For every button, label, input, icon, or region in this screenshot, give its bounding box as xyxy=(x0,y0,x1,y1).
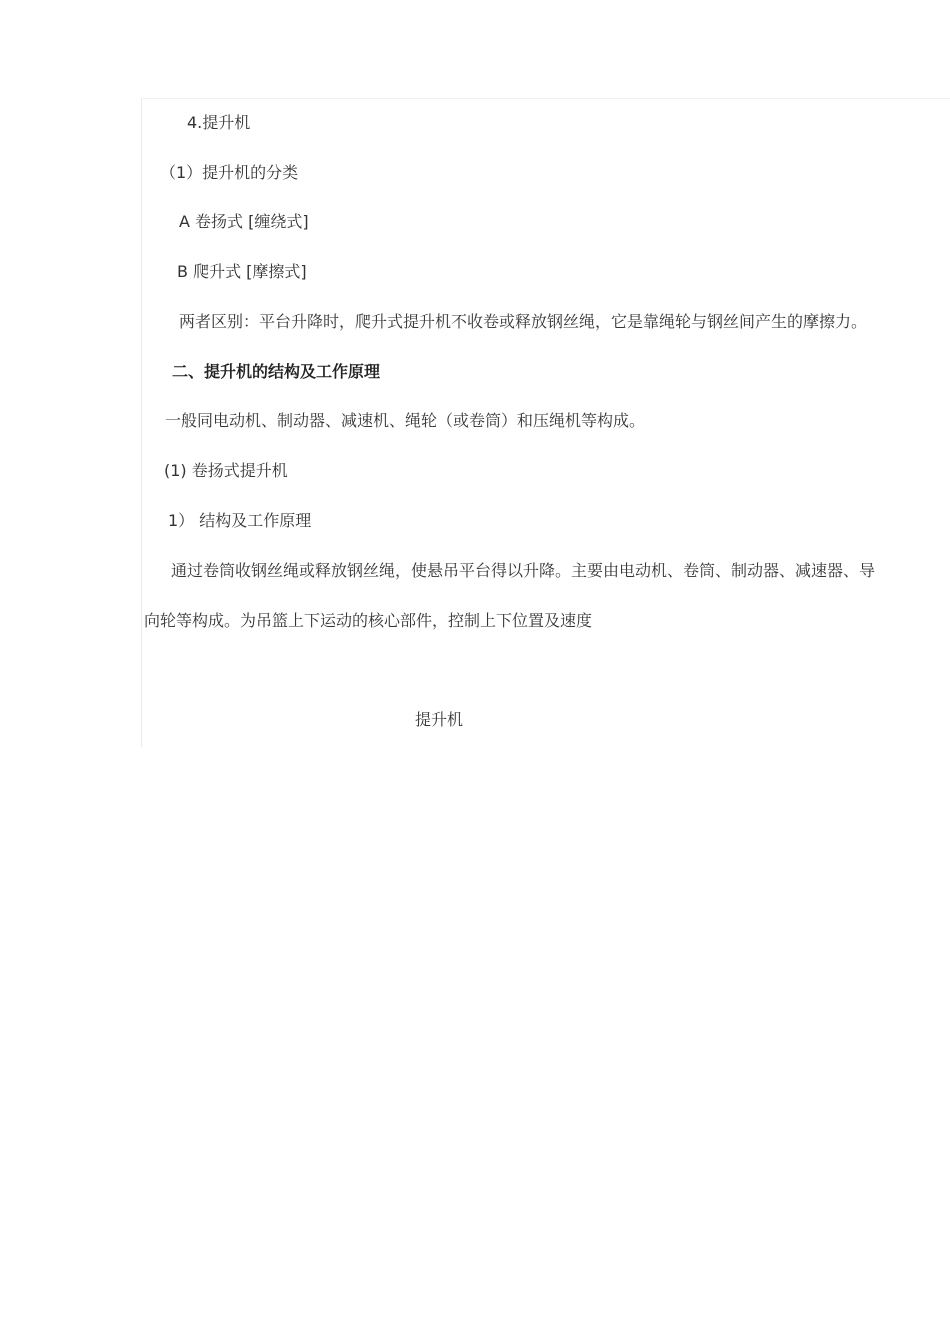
figure-caption: 提升机 xyxy=(415,710,464,729)
section-two-heading: 二、提升机的结构及工作原理 xyxy=(172,362,381,381)
section-number: 4.提升机 xyxy=(187,113,251,132)
winch-type-heading: (1) 卷扬式提升机 xyxy=(164,461,288,480)
composition-paragraph: 一般同电动机、制动器、减速机、绳轮（或卷筒）和压绳机等构成。 xyxy=(165,411,646,430)
description-line-1: 通过卷筒收钢丝绳或释放钢丝绳，使悬吊平台得以升降。主要由电动机、卷筒、制动器、减速器、导 xyxy=(171,561,876,580)
description-line-2: 向轮等构成。为吊篮上下运动的核心部件，控制上下位置及速度 xyxy=(144,611,593,630)
structure-heading: 1） 结构及工作原理 xyxy=(168,511,312,530)
type-a-item: A 卷扬式 [缠绕式] xyxy=(179,212,309,231)
type-b-item: B 爬升式 [摩擦式] xyxy=(177,262,307,281)
classification-heading: （1）提升机的分类 xyxy=(160,163,299,182)
difference-paragraph: 两者区别：平台升降时，爬升式提升机不收卷或释放钢丝绳，它是靠绳轮与钢丝间产生的摩擦力。 xyxy=(179,312,868,331)
